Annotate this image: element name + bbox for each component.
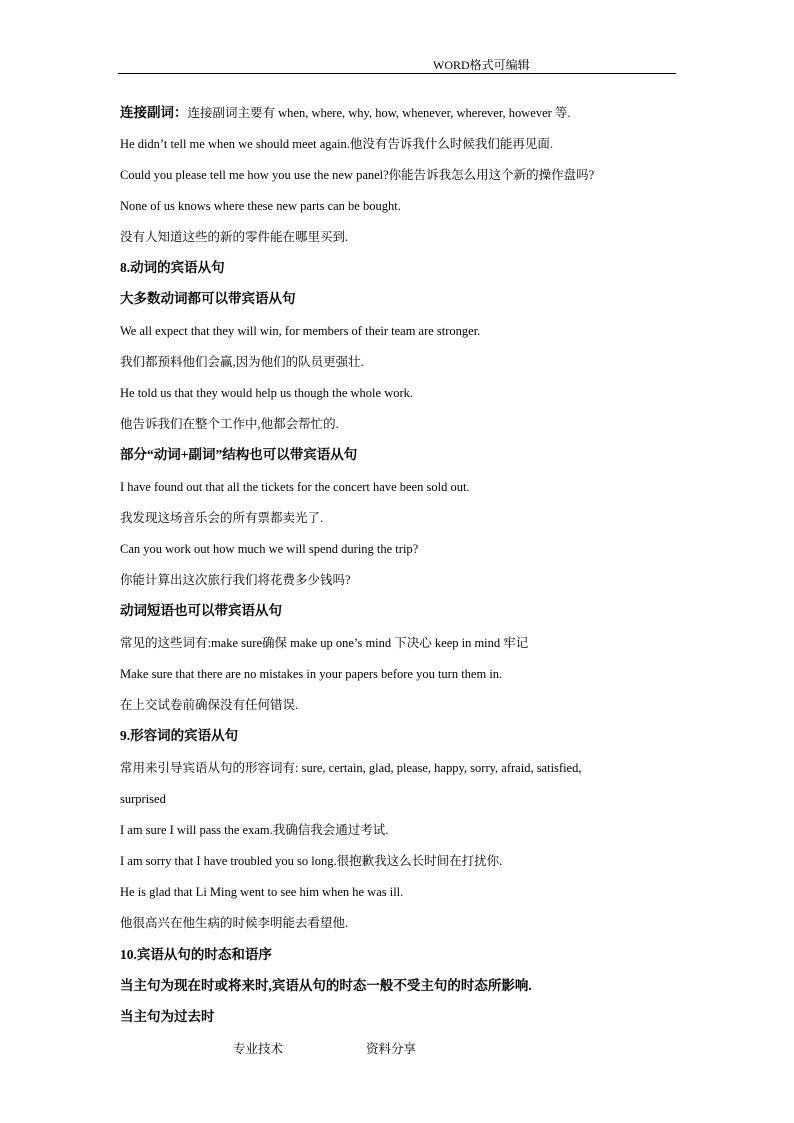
text-line: He didn’t tell me when we should meet again.他没有告诉我什么时候我们能再见面. [120,137,554,151]
section-heading: 10.宾语从句的时态和语序 [120,947,272,962]
text-line: surprised [120,792,166,806]
section-heading: 部分“动词+副词”结构也可以带宾语从句 [120,447,358,462]
text-line: Make sure that there are no mistakes in your papers before you turn them in. [120,667,503,681]
text-line: He is glad that Li Ming went to see him when he was ill. [120,885,404,899]
text-line: 在上交试卷前确保没有任何错误. [120,698,299,712]
text-line: None of us knows where these new parts can be bought. [120,199,401,213]
text-line: 你能计算出这次旅行我们将花费多少钱吗? [120,573,351,587]
section-heading: 动词短语也可以带宾语从句 [120,603,282,618]
text-line: We all expect that they will win, for members of their team are stronger. [120,324,481,338]
section-heading: 当主句为现在时或将来时,宾语从句的时态一般不受主句的时态所影响. [120,978,532,993]
line-text: 连接副词主要有 when, where, why, how, whenever, wherever, however 等. [187,106,571,120]
text-line: I have found out that all the tickets for the concert have been sold out. [120,480,470,494]
footer-left: 专业技术 [233,1042,284,1056]
header-divider [118,73,676,74]
text-line: Can you work out how much we will spend during the trip? [120,542,419,556]
text-line: He told us that they would help us though the whole work. [120,386,414,400]
section-heading: 大多数动词都可以带宾语从句 [120,291,296,306]
section-heading: 9.形容词的宾语从句 [120,728,239,743]
text-line: I am sorry that I have troubled you so long.很抱歉我这么长时间在打扰你. [120,854,503,868]
page-header: WORD格式可编辑 [433,58,530,72]
text-line: I am sure I will pass the exam.我确信我会通过考试. [120,823,389,837]
text-line: 我们都预料他们会赢,因为他们的队员更强壮. [120,355,364,369]
text-line [120,104,571,122]
text-line: 没有人知道这些的新的零件能在哪里买到. [120,230,349,244]
bold-prefix: 连接副词： [120,105,188,120]
section-heading: 8.动词的宾语从句 [120,260,225,275]
text-line: 常见的这些词有:make sure确保 make up one’s mind 下决心 keep in mind 牢记 [120,636,529,650]
text-line: 常用来引导宾语从句的形容词有: sure, certain, glad, please, happy, sorry, afraid, satisfied, [120,761,582,775]
text-line: 他告诉我们在整个工作中,他都会帮忙的. [120,417,339,431]
text-line: 他很高兴在他生病的时候李明能去看望他. [120,916,349,930]
text-line: Could you please tell me how you use the new panel?你能告诉我怎么用这个新的操作盘吗? [120,168,595,182]
footer-right: 资料分享 [366,1042,417,1056]
section-heading: 当主句为过去时 [120,1009,215,1024]
text-line: 我发现这场音乐会的所有票都卖光了. [120,511,324,525]
